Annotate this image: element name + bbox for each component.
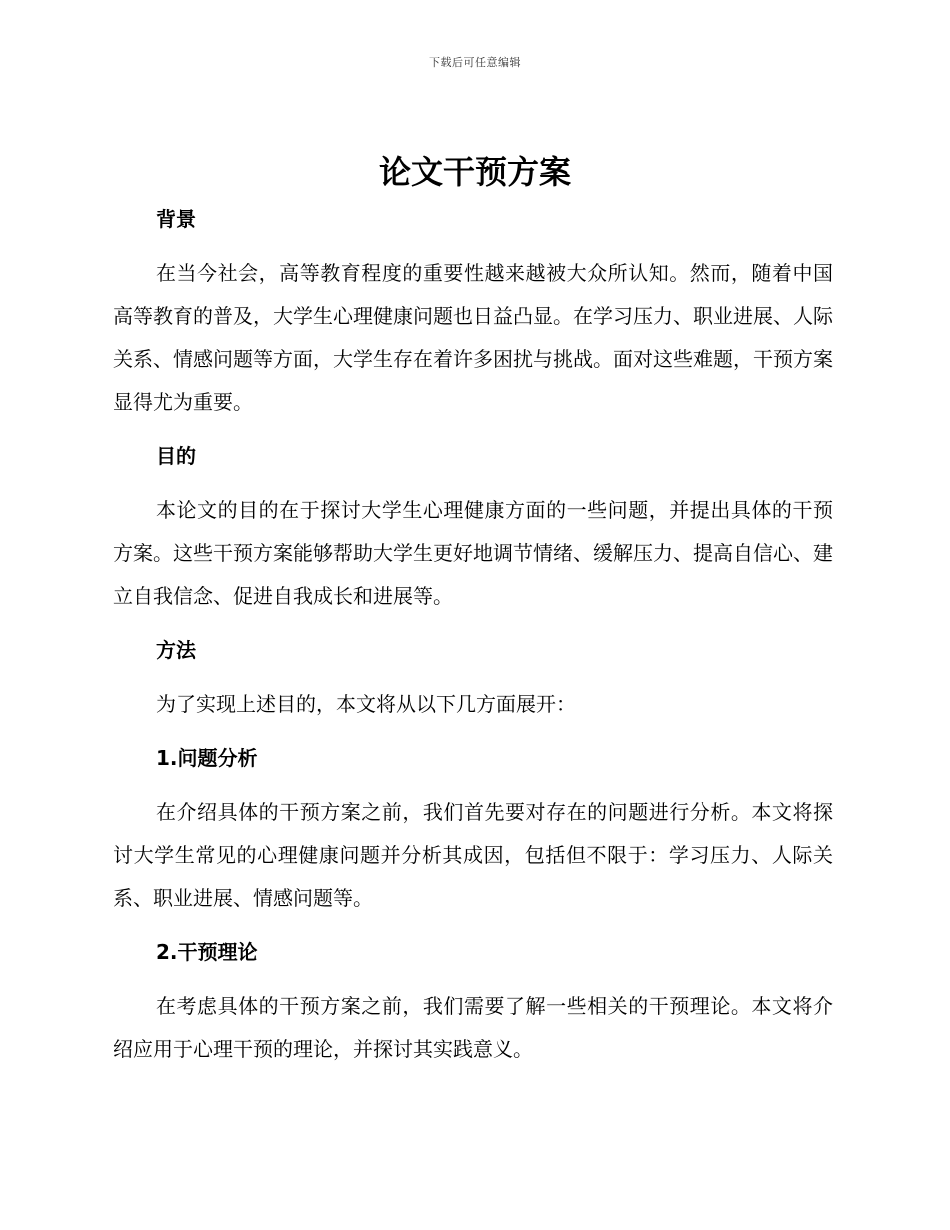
page-header-note: 下载后可任意编辑 (429, 56, 521, 69)
section-paragraph-purpose: 本论文的目的在于探讨大学生心理健康方面的一些问题，并提出具体的干预方案。这些干预方案能够帮助大学生更好地调节情绪、缓解压力、提高自信心、建立自我信念、促进自我成长和进展等。 (113, 498, 833, 608)
section-heading-background: 背景 (156, 207, 196, 231)
section-heading-problem-analysis: 1.问题分析 (156, 746, 258, 770)
section-paragraph-method: 为了实现上述目的，本文将从以下几方面展开： (156, 692, 576, 716)
section-paragraph-intervention-theory: 在考虑具体的干预方案之前，我们需要了解一些相关的干预理论。本文将介绍应用于心理干预的理论，并探讨其实践意义。 (113, 994, 833, 1061)
section-paragraph-background: 在当今社会，高等教育程度的重要性越来越被大众所认知。然而，随着中国高等教育的普及，大学生心理健康问题也日益凸显。在学习压力、职业进展、人际关系、情感问题等方面，大学生存在着许多困扰与挑战。面对这些难题，干预方案显得尤为重要。 (113, 261, 833, 414)
document-body (113, 198, 833, 1071)
section-paragraph-problem-analysis: 在介绍具体的干预方案之前，我们首先要对存在的问题进行分析。本文将探讨大学生常见的心理健康问题并分析其成因，包括但不限于：学习压力、人际关系、职业进展、情感问题等。 (113, 800, 833, 910)
section-heading-method: 方法 (156, 638, 196, 662)
section-heading-purpose: 目的 (156, 444, 196, 468)
section-heading-intervention-theory: 2.干预理论 (156, 940, 258, 964)
document-title: 论文干预方案 (378, 153, 571, 191)
